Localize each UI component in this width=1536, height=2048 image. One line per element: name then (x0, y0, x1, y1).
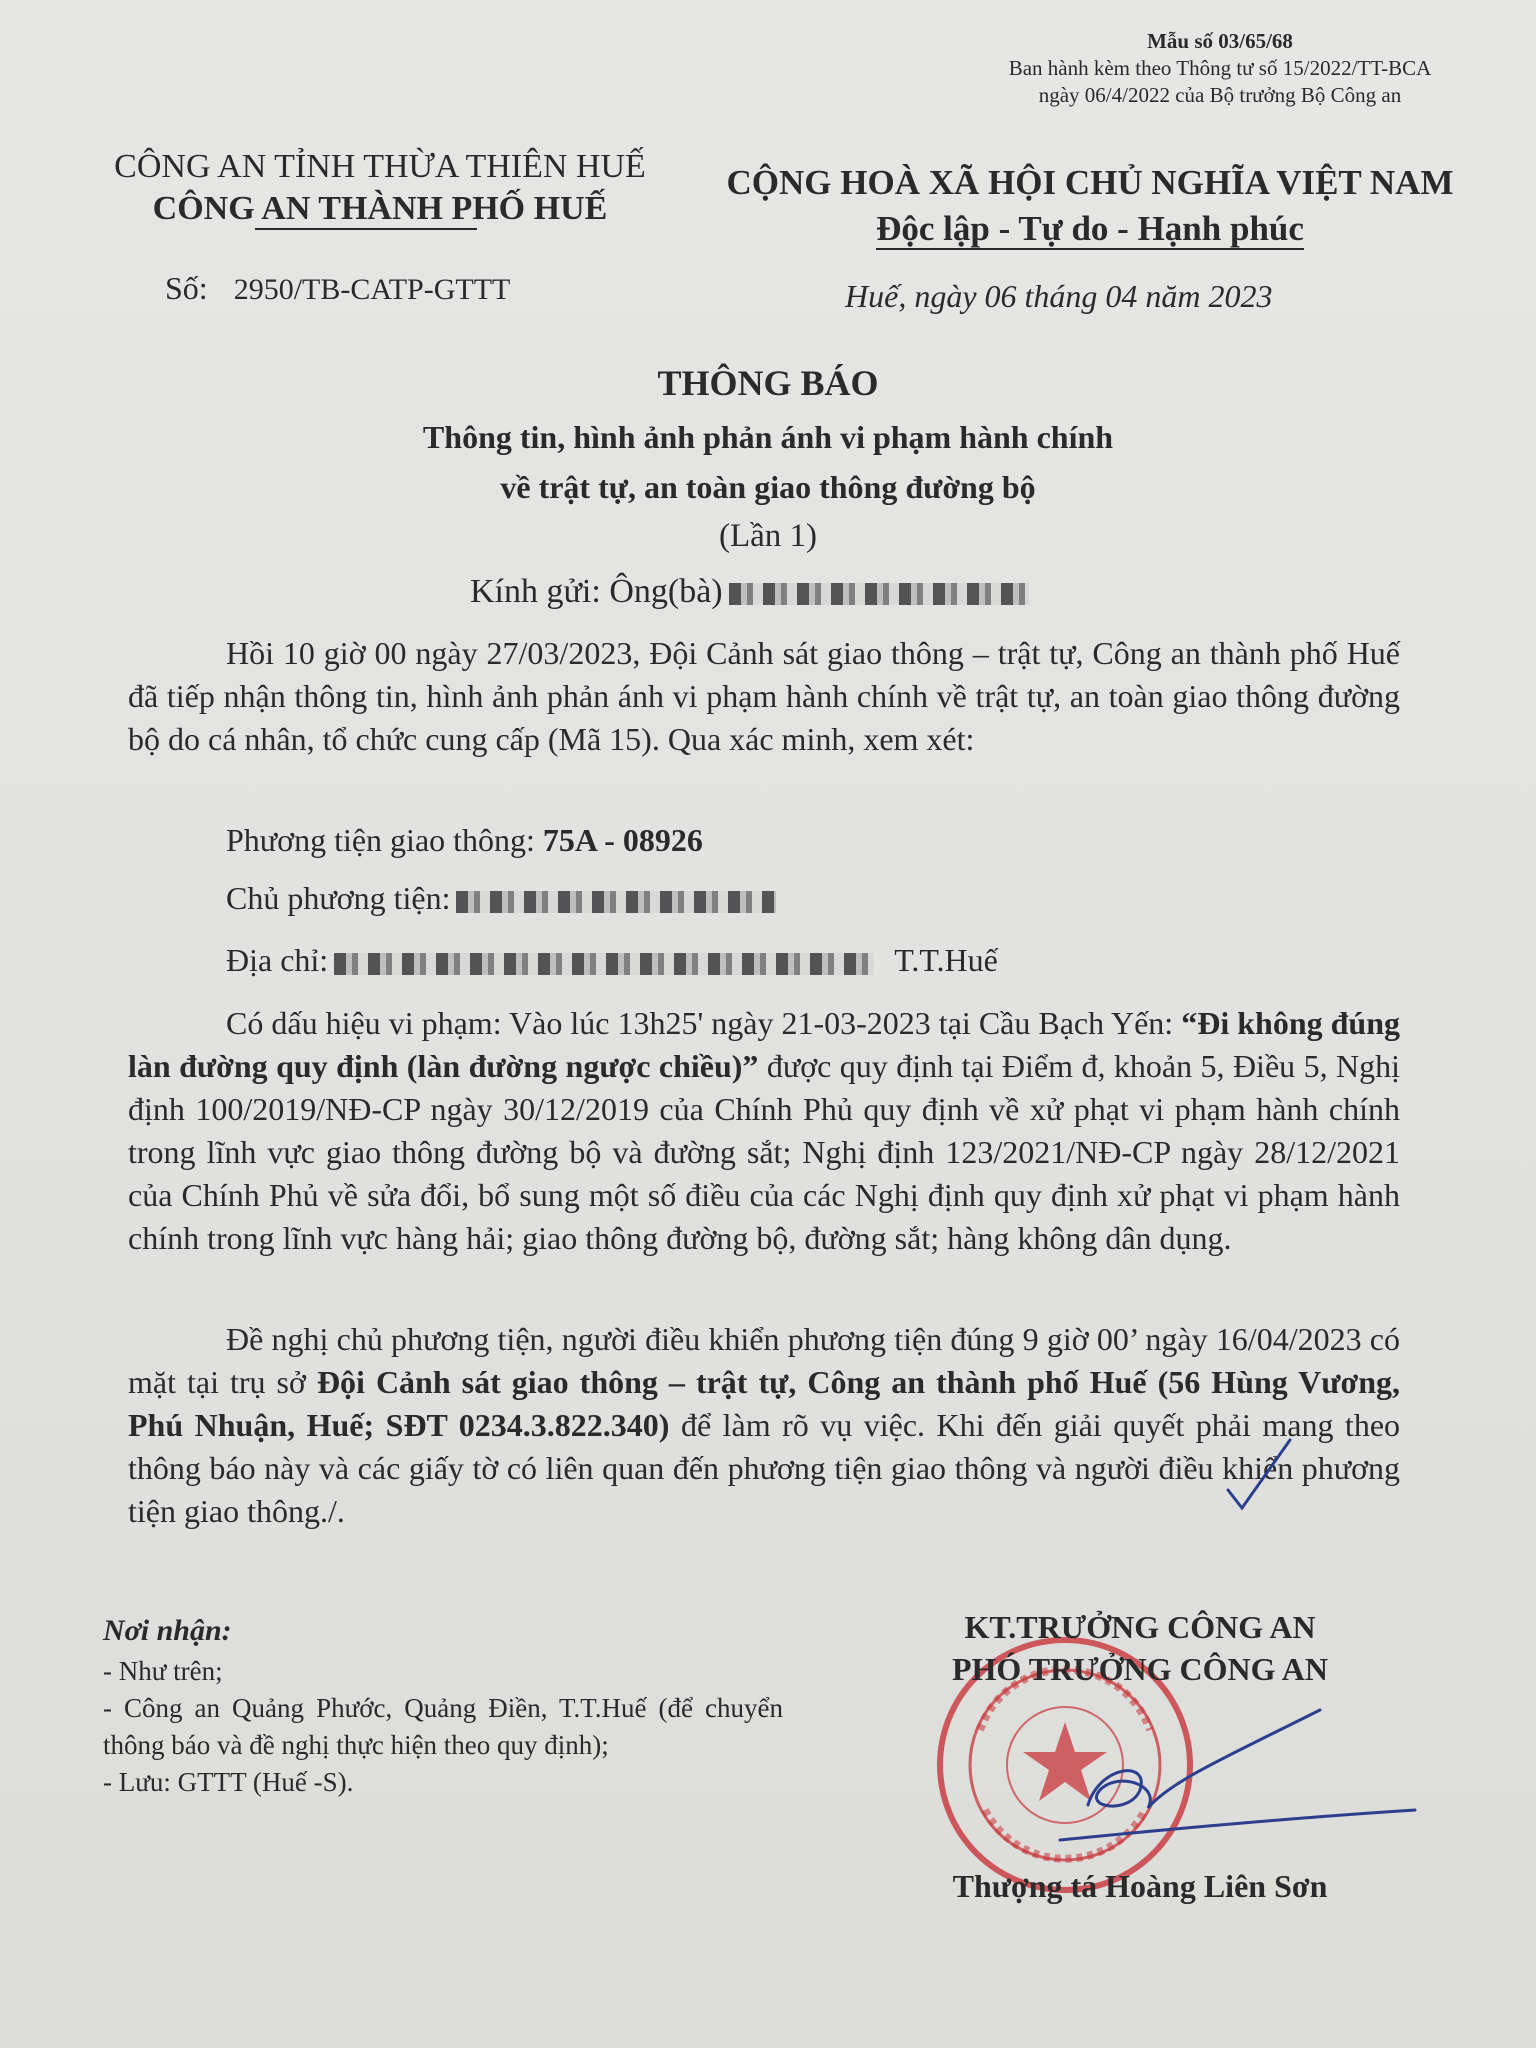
sign-title-line1: KT.TRƯỞNG CÔNG AN (964, 1609, 1316, 1645)
subtitle-line1: Thông tin, hình ảnh phản ánh vi phạm hành chính (422, 419, 1114, 455)
document-title: THÔNG BÁO (657, 363, 879, 403)
form-reference (1000, 28, 1440, 109)
recipient-item: - Như trên; (103, 1656, 223, 1686)
address-label: Địa chỉ: (226, 942, 329, 978)
subtitle-line2: về trật tự, an toàn giao thông đường bộ (500, 469, 1036, 505)
vehicle-label: Phương tiện giao thông: (226, 822, 535, 858)
edition-number: (Lần 1) (718, 518, 818, 554)
handwritten-signature (1040, 1690, 1420, 1850)
address-suffix: T.T.Huế (894, 942, 998, 978)
sign-title-line2: PHÓ TRƯỞNG CÔNG AN (951, 1651, 1328, 1687)
request-paragraph (128, 1318, 1400, 1533)
vehicle-field (226, 822, 703, 859)
national-heading (690, 160, 1490, 252)
violation-description: “Đi không đúng làn đường quy định (làn đường ngược chiều)” (128, 1005, 1401, 1084)
redacted-address (334, 953, 874, 975)
agency-parent: CÔNG AN TỈNH THỪA THIÊN HUẾ (114, 148, 646, 185)
form-issued-line1: Ban hành kèm theo Thông tư số 15/2022/TT-BCA (1008, 56, 1432, 80)
nation-name: CỘNG HOÀ XÃ HỘI CHỦ NGHĨA VIỆT NAM (726, 163, 1454, 202)
request-rest: để làm rõ vụ việc. Khi đến giải quyết phải mang theo thông báo này và các giấy tờ có liên quan đến phương tiện giao thông và người điều khiển phương tiện giao thông./. (128, 1407, 1401, 1529)
document-number (165, 270, 510, 307)
greeting: Kính gửi: Ông(bà) (470, 573, 723, 610)
addressee (470, 573, 1029, 611)
form-number: Mẫu số 03/65/68 (1147, 29, 1293, 53)
owner-field (226, 880, 776, 917)
violation-legal-basis: được quy định tại Điểm đ, khoản 5, Điều 5, Nghị định 100/2019/NĐ-CP ngày 30/12/2019 của Chính Phủ quy định về xử phạt vi phạm hành chính trong lĩnh vực giao thông đường bộ và đường sắt; Nghị định 123/2021/NĐ-CP ngày 28/12/2021 của Chính Phủ về sửa đổi, bổ sung một số điều của các Nghị định quy định xử phạt vi phạm hành chính trong lĩnh vực hàng hải; giao thông đường bộ, đường sắt; hàng không dân dụng. (128, 1048, 1401, 1256)
recipients-block (103, 1612, 783, 1801)
doc-number-label: Số: (165, 270, 208, 306)
violation-lead: Có dấu hiệu vi phạm: Vào lúc 13h25' ngày 21-03-2023 tại Cầu Bạch Yến: (226, 1005, 1174, 1041)
agency-name: CÔNG AN THÀNH PHỐ HUẾ (152, 190, 608, 227)
owner-label: Chủ phương tiện: (226, 880, 451, 916)
recipient-item: - Lưu: GTTT (Huế -S). (103, 1767, 354, 1797)
recipients-heading: Nơi nhận: (103, 1614, 232, 1647)
vehicle-plate: 75A - 08926 (542, 822, 703, 858)
intro-text: Hồi 10 giờ 00 ngày 27/03/2023, Đội Cảnh sát giao thông – trật tự, Công an thành phố Huế đã tiếp nhận thông tin, hình ảnh phản ánh vi phạm hành chính về trật tự, an toàn giao thông đường bộ do cá nhân, tổ chức cung cấp (Mã 15). Qua xác minh, xem xét: (128, 635, 1400, 757)
form-issued-line2: ngày 06/4/2022 của Bộ trưởng Bộ Công an (1038, 83, 1402, 107)
doc-number-value: 2950/TB-CATP-GTTT (233, 273, 511, 306)
document-subtitle (0, 412, 1536, 512)
violation-paragraph (128, 1002, 1400, 1260)
recipient-item: - Công an Quảng Phước, Quảng Điền, T.T.Huế (để chuyển thông báo và đề nghị thực hiện theo quy định); (103, 1693, 783, 1760)
national-motto: Độc lập - Tự do - Hạnh phúc (876, 209, 1304, 248)
redacted-owner (456, 891, 776, 913)
request-location: Đội Cảnh sát giao thông – trật tự, Công an thành phố Huế (56 Hùng Vương, Phú Nhuận, Huế; SĐT 0234.3.822.340) (128, 1364, 1401, 1443)
signer-name: Thượng tá Hoàng Liên Sơn (952, 1868, 1328, 1904)
request-lead: Đề nghị chủ phương tiện, người điều khiển phương tiện đúng 9 giờ 00’ ngày 16/04/2023 có mặt tại trụ sở (128, 1321, 1400, 1400)
address-field (226, 942, 998, 979)
redacted-name (729, 583, 1029, 605)
checkmark-icon (1220, 1430, 1300, 1520)
intro-paragraph (128, 632, 1400, 761)
issuing-agency (60, 146, 700, 230)
place-date: Huế, ngày 06 tháng 04 năm 2023 (845, 278, 1273, 314)
agency-underline (255, 228, 477, 230)
signature-title (880, 1606, 1400, 1690)
